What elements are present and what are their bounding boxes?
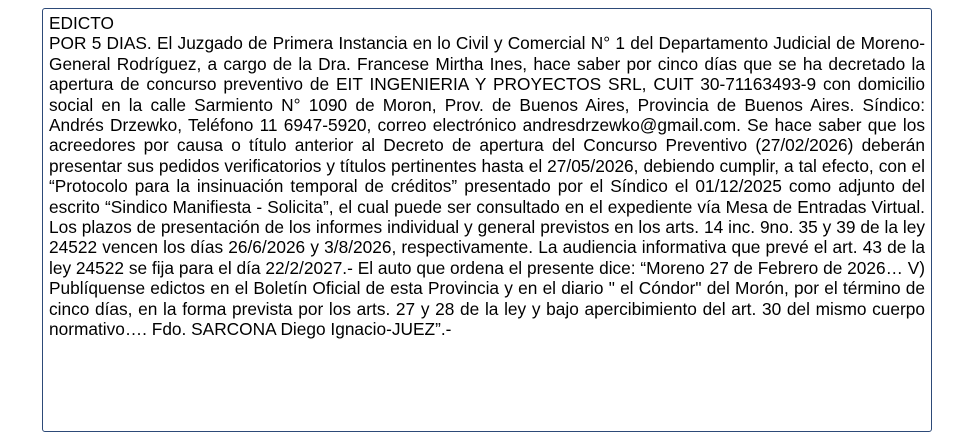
edict-content bbox=[49, 13, 925, 340]
edict-body: POR 5 DIAS. El Juzgado de Primera Instancia en lo Civil y Comercial N° 1 del Departamento Judicial de Moreno-General Rodríguez, a cargo de la Dra. Francese Mirtha Ines, hace saber por cinco días que se ha decretado la apertura de concurso preventivo de EIT INGENIERIA Y PROYECTOS SRL, CUIT 30-71163493-9 con domicilio social en la calle Sarmiento N° 1090 de Moron, Prov. de Buenos Aires, Provincia de Buenos Aires. Síndico: Andrés Drzewko, Teléfono 11 6947-5920, correo electrónico andresdrzewko@gmail.com. Se hace saber que los acreedores por causa o título anterior al Decreto de apertura del Concurso Preventivo (27/02/2026) deberán presentar sus pedidos verificatorios y títulos pertinentes hasta el 27/05/2026, debiendo cumplir, a tal efecto, con el “Protocolo para la insinuación temporal de créditos” presentado por el Síndico el 01/12/2025 como adjunto del escrito “Sindico Manifiesta - Solicita”, el cual puede ser consultado en el expediente vía Mesa de Entradas Virtual. Los plazos de presentación de los informes individual y general previstos en los arts. 14 inc. 9no. 35 y 39 de la ley 24522 vencen los días 26/6/2026 y 3/8/2026, respectivamente. La audiencia informativa que prevé el art. 43 de la ley 24522 se fija para el día 22/2/2027.- El auto que ordena el presente dice: “Moreno 27 de Febrero de 2026… V) Publíquense edictos en el Boletín Oficial de esta Provincia y en el diario " el Cóndor" del Morón, por el término de cinco días, en la forma prevista por los arts. 27 y 28 de la ley y bajo apercibimiento del art. 30 del mismo cuerpo normativo…. Fdo. SARCONA Diego Ignacio-JUEZ”.- bbox=[49, 33, 925, 340]
edict-box bbox=[42, 8, 932, 432]
edict-heading: EDICTO bbox=[49, 13, 114, 33]
